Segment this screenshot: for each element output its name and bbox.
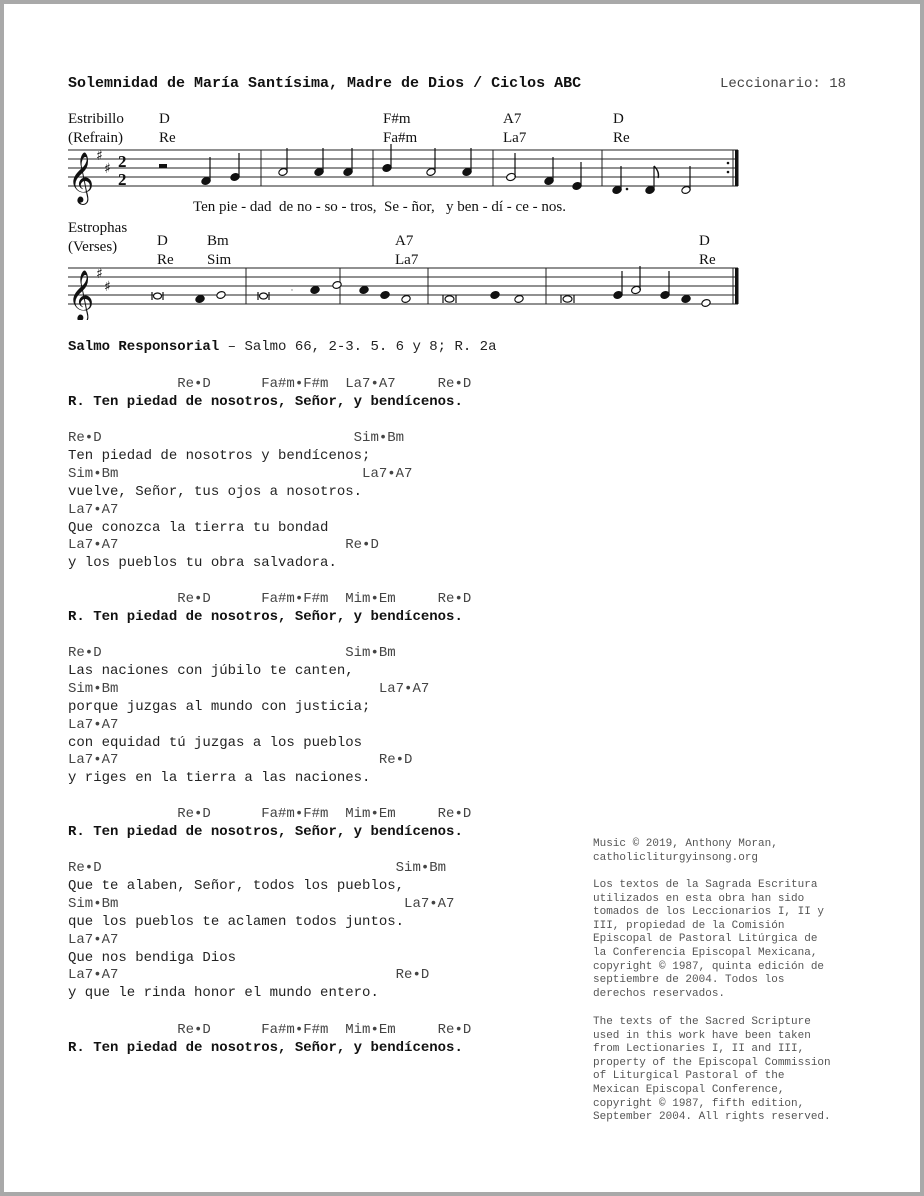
page-title: Solemnidad de María Santísima, Madre de Dios / Ciclos ABC xyxy=(68,75,582,92)
svg-text:♯: ♯ xyxy=(96,266,103,282)
verse-3: Re•D Sim•Bm Que te alaben, Señor, todos los pueblos, Sim•Bm La7•A7 que los pueblos te aclamen todos juntos. La7•A7 Que nos bendiga Dios La7•A7 Re•D y que le rinda honor el mundo entero. xyxy=(68,860,455,1002)
verse-chord-1: D Re xyxy=(157,233,174,268)
spanish-text-copyright: Los textos de la Sagrada Escritura utilizados en esta obra han sido tomados de los Leccionarios I, II y III, propiedad de la Comisión Episcopal de Pastoral Litúrgica de la Conferencia Episcopal Mexicana, copyright © 1987, quinta edición de septiembre de 2004. Todos los derechos reservados. xyxy=(593,879,825,1000)
response-chords: Re•D Fa#m•F#m La7•A7 Re•D xyxy=(68,376,472,392)
refrain-label: Estribillo (Refrain) xyxy=(68,111,124,146)
verse-staff xyxy=(0,240,924,320)
refrain-chord-1: D Re xyxy=(159,111,176,146)
response-4: Re•D Fa#m•F#m Mim•Em Re•D R. Ten piedad de nosotros, Señor, y bendícenos. xyxy=(68,1022,472,1056)
response-3: Re•D Fa#m•F#m Mim•Em Re•D R. Ten piedad de nosotros, Señor, y bendícenos. xyxy=(68,806,472,840)
verse-chord-2: Bm Sim xyxy=(207,233,232,268)
english-text-copyright: The texts of the Sacred Scripture used in this work have been taken from Lectionaries I, II and III, property of the Episcopal Commission of Liturgical Pastoral of the Mexican Episcopal Conference, copyright © 1987, fifth edition, September 2004. All rights reserved. xyxy=(593,1016,831,1124)
verse-chord-3: A7 La7 xyxy=(395,233,419,268)
treble-clef-icon: 𝄞 xyxy=(68,270,95,320)
verse-chord-4: D Re xyxy=(699,233,716,268)
response-1 xyxy=(68,376,471,412)
verses-label: Estrophas (Verses) xyxy=(68,220,128,255)
svg-text:♯: ♯ xyxy=(96,148,103,164)
svg-text:2: 2 xyxy=(118,152,127,171)
svg-text:♯: ♯ xyxy=(104,161,111,177)
treble-clef-icon: 𝄞 xyxy=(68,152,95,203)
response-2: Re•D Fa#m•F#m Mim•Em Re•D R. Ten piedad de nosotros, Señor, y bendícenos. xyxy=(68,591,472,625)
lectionary-number: Leccionario: 18 xyxy=(720,76,847,92)
verse-1: Re•D Sim•Bm Ten piedad de nosotros y bendícenos; Sim•Bm La7•A7 vuelve, Señor, tus ojos a nosotros. La7•A7 Que conozca la tierra tu bondad La7•A7 Re•D y los pueblos tu obra salvadora. xyxy=(68,430,413,572)
music-copyright: Music © 2019, Anthony Moran, catholicliturgyinsong.org xyxy=(593,838,778,864)
refrain-chord-2: F#m Fa#m xyxy=(383,111,418,146)
refrain-chord-3: A7 La7 xyxy=(503,111,527,146)
psalm-heading: Salmo Responsorial – Salmo 66, 2-3. 5. 6 y 8; R. 2a xyxy=(68,339,497,355)
response-text: R. Ten piedad de nosotros, Señor, y bendícenos. xyxy=(68,393,463,410)
refrain-lyrics: Ten pie - dad de no - so - tros, Se - ñor, y ben - dí - ce - nos. xyxy=(193,199,566,215)
svg-text:♯: ♯ xyxy=(104,279,111,295)
refrain-chord-4: D Re xyxy=(613,111,630,146)
svg-text:2: 2 xyxy=(118,170,127,189)
verse-2: Re•D Sim•Bm Las naciones con júbilo te canten, Sim•Bm La7•A7 porque juzgas al mundo con justicia; La7•A7 con equidad tú juzgas a los pueblos La7•A7 Re•D y riges en la tierra a las naciones. xyxy=(68,645,430,787)
